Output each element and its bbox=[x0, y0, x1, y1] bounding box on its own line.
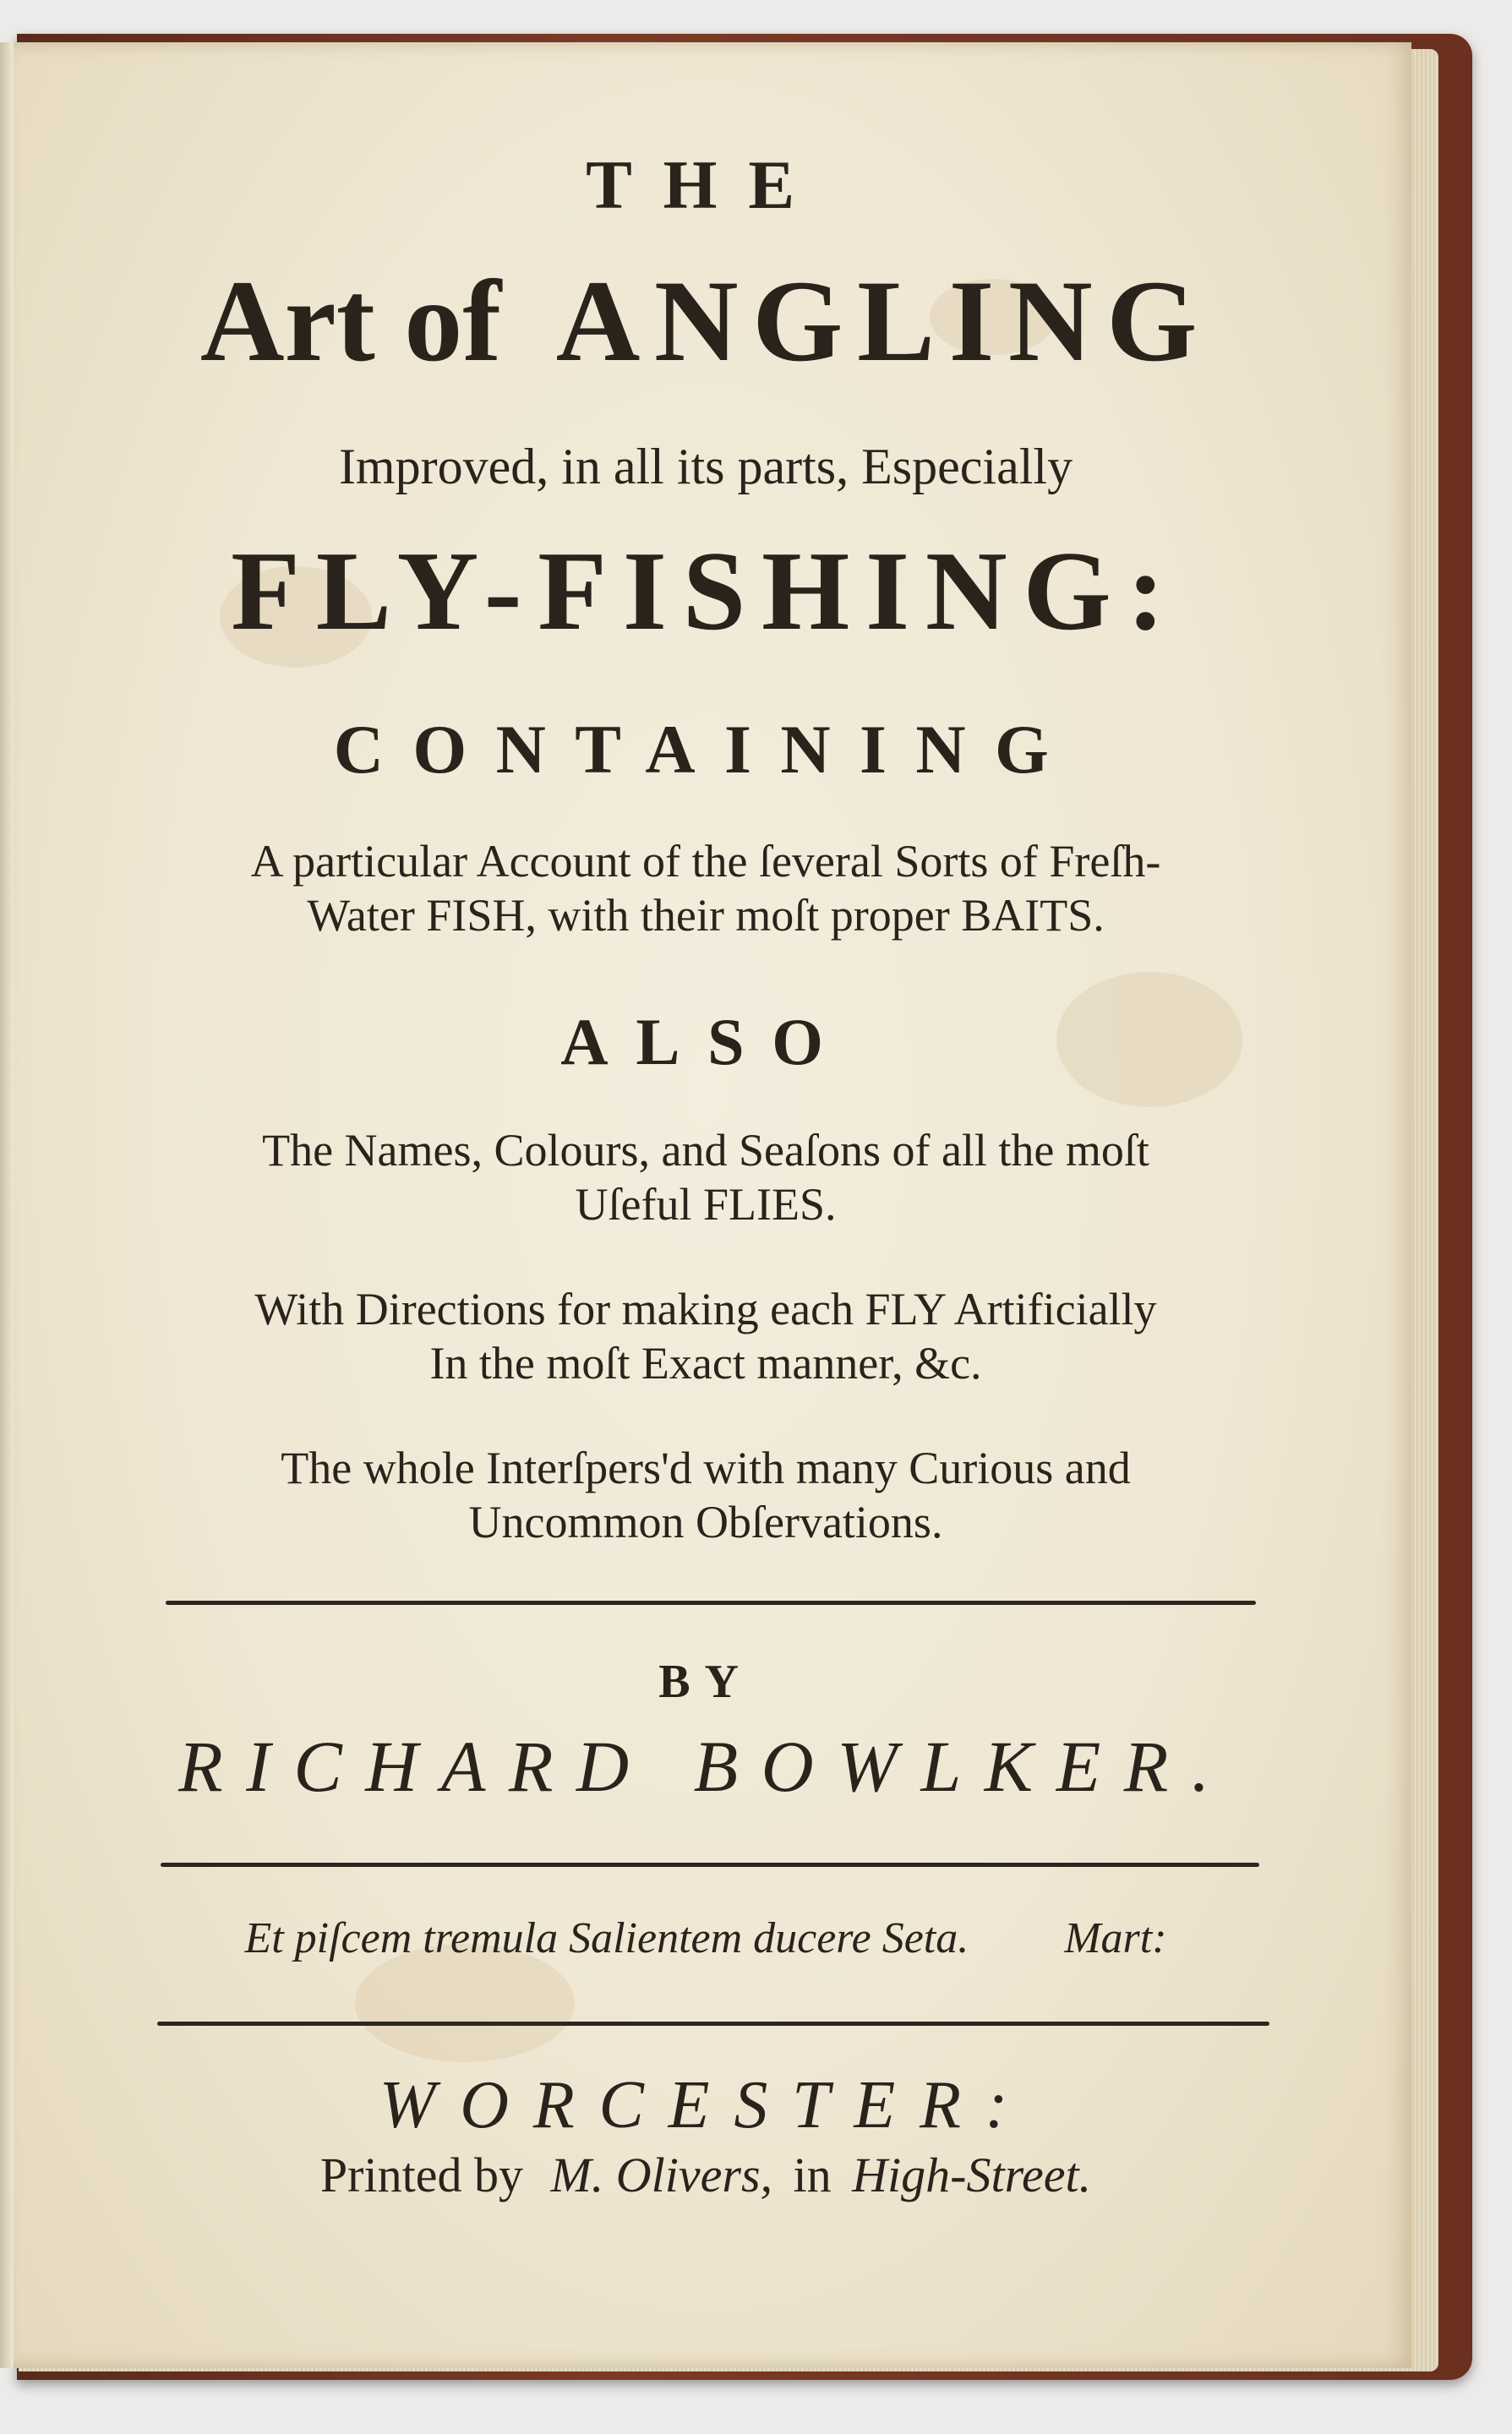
names-line-2: Uſeful FLIES. bbox=[575, 1179, 837, 1230]
directions-line-1: With Directions for making each FLY Artificially bbox=[254, 1284, 1157, 1334]
printed-in: in bbox=[793, 2147, 832, 2202]
printed-by: Printed by bbox=[319, 2147, 523, 2202]
epigraph-quote: Et piſcem tremula Salientem ducere Seta. bbox=[244, 1914, 969, 1962]
printer-street: High-Street. bbox=[852, 2147, 1092, 2202]
imprint-place: WORCESTER: bbox=[379, 2068, 1033, 2142]
heading-containing: CONTAINING bbox=[333, 711, 1078, 788]
epigraph bbox=[0, 1913, 1411, 1963]
whole-line-2: Uncommon Obſervations. bbox=[468, 1497, 943, 1547]
heading-also: ALSO bbox=[560, 1005, 851, 1078]
epigraph-source: Mart: bbox=[1064, 1914, 1167, 1962]
author-name: RICHARD BOWLKER. bbox=[178, 1726, 1233, 1807]
title-art-of: Art of bbox=[199, 256, 502, 385]
divider-rule bbox=[161, 1863, 1259, 1867]
title-main-line bbox=[0, 254, 1411, 388]
imprint-printer bbox=[0, 2147, 1411, 2203]
names-line-1: The Names, Colours, and Seaſons of all the moſt bbox=[262, 1125, 1149, 1176]
title-the: THE bbox=[586, 146, 826, 223]
divider-rule bbox=[157, 2022, 1269, 2026]
title-fly-fishing: FLY-FISHING: bbox=[231, 528, 1181, 653]
byline-by: BY bbox=[658, 1656, 753, 1708]
printer-name: M. Olivers, bbox=[550, 2147, 773, 2202]
title-angling: ANGLING bbox=[555, 256, 1212, 385]
account-line-2: Water FISH, with their moſt proper BAITS. bbox=[307, 890, 1105, 941]
account-line-1: A particular Account of the ſeveral Sorts of Freſh- bbox=[250, 836, 1161, 887]
directions-line-2: In the moſt Exact manner, &c. bbox=[429, 1338, 982, 1389]
whole-line-1: The whole Interſpers'd with many Curious and bbox=[281, 1443, 1131, 1493]
subtitle-improved: Improved, in all its parts, Especially bbox=[338, 439, 1073, 494]
divider-rule bbox=[166, 1601, 1256, 1605]
